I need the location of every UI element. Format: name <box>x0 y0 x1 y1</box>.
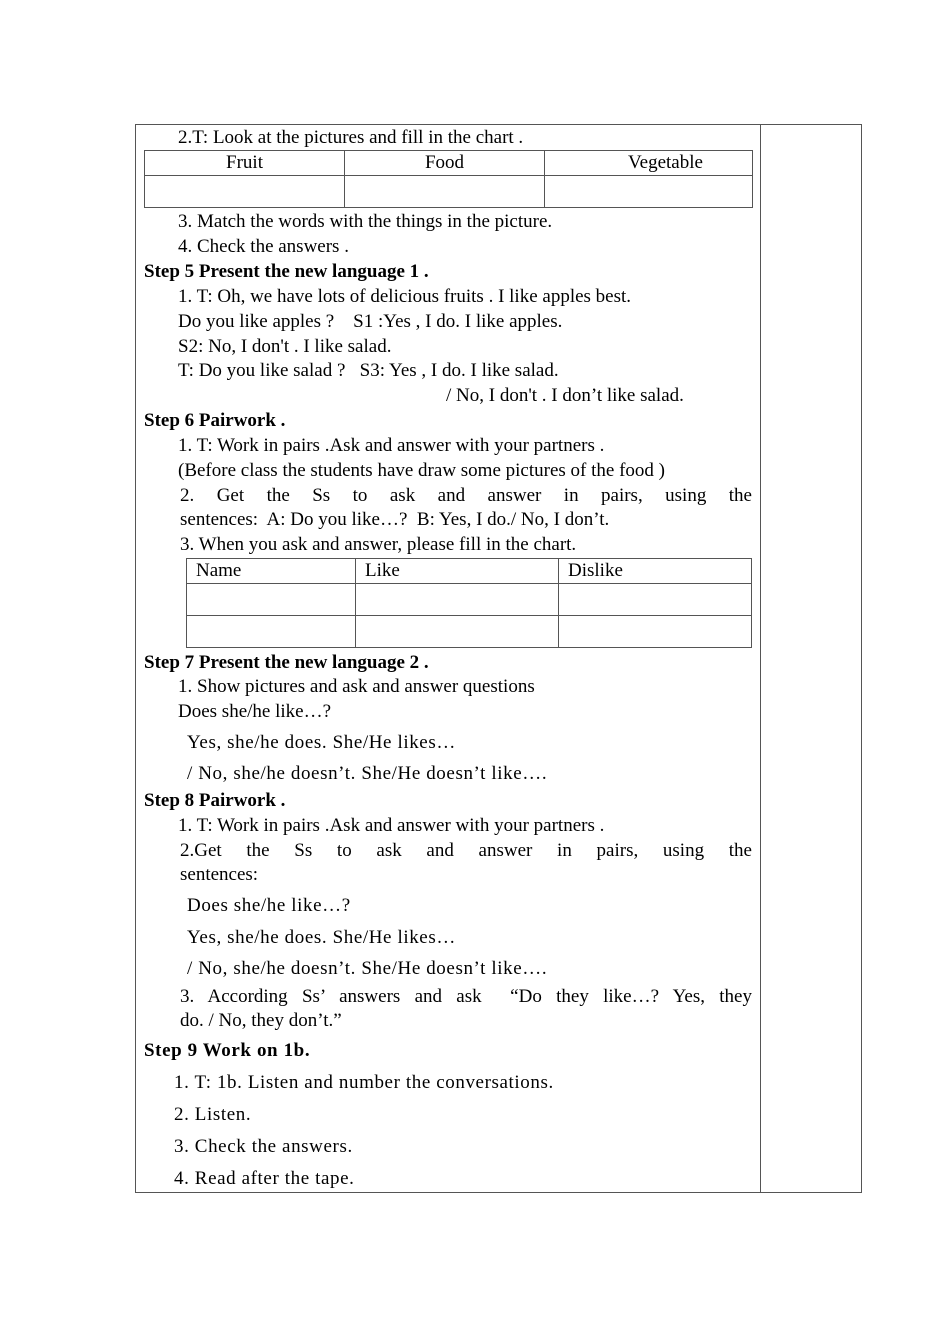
chart-header-food: Food <box>345 151 545 176</box>
step4-item-3: 3. Match the words with the things in the picture. <box>178 211 553 232</box>
step6-line: 3. When you ask and answer, please fill in the chart. <box>180 534 577 555</box>
step6-line: 1. T: Work in pairs .Ask and answer with your partners . <box>178 435 605 456</box>
step9-line: 3. Check the answers. <box>174 1136 353 1157</box>
chart-cell <box>559 616 752 648</box>
chart-header-vegetable: Vegetable <box>545 151 753 176</box>
column-divider <box>760 124 761 1193</box>
step7-line: Does she/he like…? <box>178 701 332 722</box>
step5-line: T: Do you like salad ? S3: Yes , I do. I like salad. <box>178 360 559 381</box>
step8-line: 2.Get the Ss to ask and answer in pairs, using the <box>180 840 752 861</box>
step5-heading: Step 5 Present the new language 1 . <box>144 261 429 282</box>
step8-line: 1. T: Work in pairs .Ask and answer with your partners . <box>178 815 605 836</box>
step7-line: / No, she/he doesn’t. She/He doesn’t like…. <box>187 763 548 784</box>
step4-item-2: 2.T: Look at the pictures and fill in the chart . <box>178 127 524 148</box>
step6-heading: Step 6 Pairwork . <box>144 410 286 431</box>
chart-header-like: Like <box>356 559 559 584</box>
chart-cell <box>545 176 753 208</box>
chart-cell <box>356 584 559 616</box>
step9-line: 2. Listen. <box>174 1104 252 1125</box>
chart-cell <box>187 584 356 616</box>
step9-heading: Step 9 Work on 1b. <box>144 1040 311 1061</box>
step5-line: 1. T: Oh, we have lots of delicious fruits . I like apples best. <box>178 286 632 307</box>
chart-cell <box>345 176 545 208</box>
step8-line: do. / No, they don’t.” <box>180 1010 342 1031</box>
step7-line: Yes, she/he does. She/He likes… <box>187 732 456 753</box>
step7-heading: Step 7 Present the new language 2 . <box>144 652 429 673</box>
step6-line: (Before class the students have draw some pictures of the food ) <box>178 460 665 481</box>
food-category-chart <box>144 150 753 208</box>
step9-line: 1. T: 1b. Listen and number the conversations. <box>174 1072 554 1093</box>
step8-line: Yes, she/he does. She/He likes… <box>187 927 456 948</box>
step8-line: sentences: <box>180 864 259 885</box>
chart-cell <box>559 584 752 616</box>
step5-line: / No, I don't . I don’t like salad. <box>446 385 684 406</box>
step5-line: Do you like apples ? S1 :Yes , I do. I like apples. <box>178 311 563 332</box>
chart-cell <box>187 616 356 648</box>
like-dislike-chart <box>186 558 752 648</box>
step7-line: 1. Show pictures and ask and answer questions <box>178 676 535 697</box>
step6-line: sentences: A: Do you like…? B: Yes, I do./ No, I don’t. <box>180 509 610 530</box>
step8-line: / No, she/he doesn’t. She/He doesn’t like…. <box>187 958 548 979</box>
step8-line: 3. According Ss’ answers and ask “Do they like…? Yes, they <box>180 986 752 1007</box>
step9-line: 4. Read after the tape. <box>174 1168 355 1189</box>
chart-cell <box>356 616 559 648</box>
chart-header-name: Name <box>187 559 356 584</box>
chart-header-dislike: Dislike <box>559 559 752 584</box>
step6-line: 2. Get the Ss to ask and answer in pairs, using the <box>180 485 752 506</box>
chart-cell <box>145 176 345 208</box>
chart-header-fruit: Fruit <box>145 151 345 176</box>
step4-item-4: 4. Check the answers . <box>178 236 349 257</box>
step8-line: Does she/he like…? <box>187 895 351 916</box>
step8-heading: Step 8 Pairwork . <box>144 790 286 811</box>
step5-line: S2: No, I don't . I like salad. <box>178 336 392 357</box>
